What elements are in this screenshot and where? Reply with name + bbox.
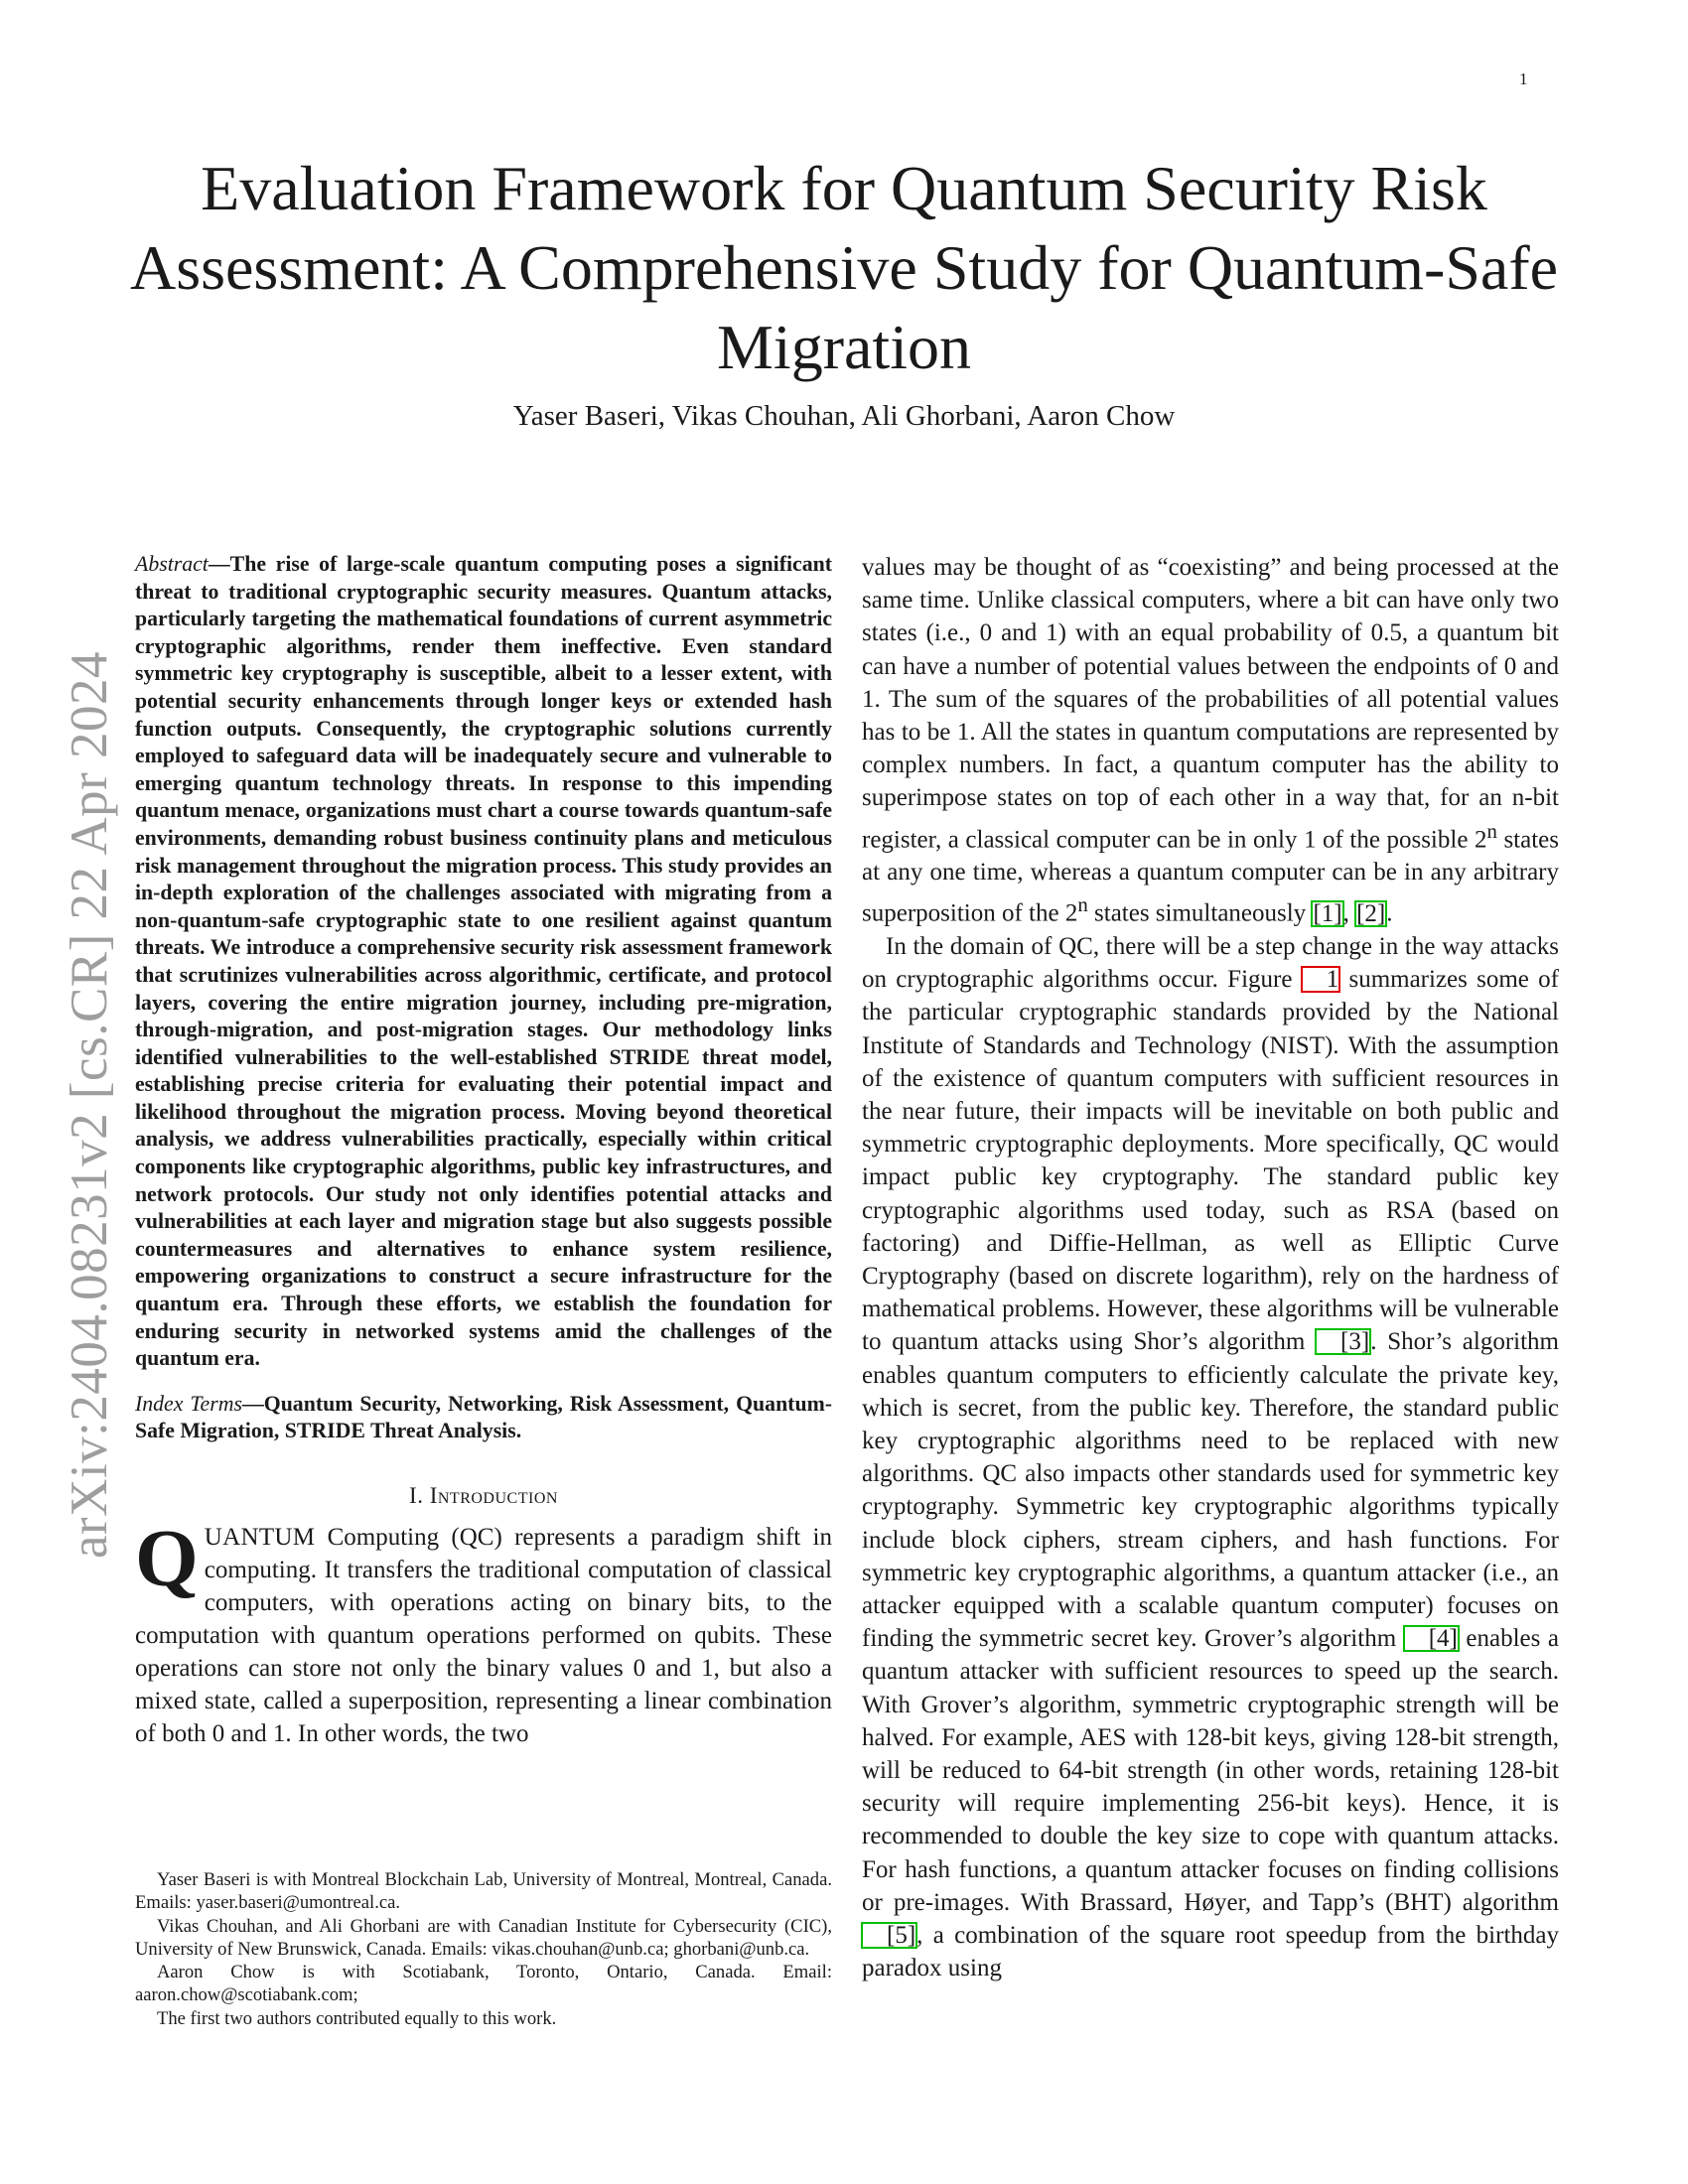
intro-text: Computing (QC) represents a paradigm shift in computing. It transfers the traditional computation of classical computers, with operations acting on binary bits, to the computation with quantum operations performed on qubits. These operations can store not only the binary values 0 and 1, but also a mixed state, called a superposition, representing a linear combination of both 0 and 1. In other words, the two <box>135 1524 832 1747</box>
paper-title: Evaluation Framework for Quantum Security Risk Assessment: A Comprehensive Study for Quantum-Safe Migration <box>129 153 1559 382</box>
section-heading-introduction <box>135 1483 832 1509</box>
text-run: summarizes some of the particular cryptographic standards provided by the National Institute of Standards and Technology (NIST). With the assumption of the existence of quantum computers with sufficient resources in the near future, their impacts will be inevitable on both public and symmetric cryptographic deployments. More specifically, QC would impact public key cryptography. The standard public key cryptographic algorithms used today, such as RSA (based on factoring) and Diffie-Hellman, as well as Elliptic Curve Cryptography (based on discrete logarithm), rely on the hardness of mathematical problems. However, these algorithms will be vulnerable to quantum attacks using Shor’s algorithm <box>862 966 1559 1356</box>
citation-link-4[interactable]: [4] <box>1404 1626 1459 1651</box>
arxiv-identifier-stamp[interactable]: arXiv:2404.08231v2 [cs.CR] 22 Apr 2024 <box>61 650 118 1559</box>
superscript-n: n <box>1077 892 1088 917</box>
abstract-text: The rise of large-scale quantum computing poses a significant threat to traditional cryptographic security measures. Quantum attacks, particularly targeting the mathematical foundations of current asymmetric cryptographic algorithms, render them ineffective. Even standard symmetric key cryptography is susceptible, albeit to a lesser extent, with potential security enhancements through longer keys or extended hash function outputs. Consequently, the cryptographic solutions currently employed to safeguard data will be inadequately secure and vulnerable to emerging quantum technology threats. In response to this impending quantum menace, organizations must chart a course towards quantum-safe environments, demanding robust business continuity plans and meticulous risk management throughout the migration process. This study provides an in-depth exploration of the challenges associated with migrating from a non-quantum-safe cryptographic state to one resilient against quantum threats. We introduce a comprehensive security risk assessment framework that scrutinizes vulnerabilities across algorithmic, certificate, and protocol layers, covering the entire migration journey, including pre-migration, through-migration, and post-migration stages. Our methodology links identified vulnerabilities to the well-established STRIDE threat model, establishing precise criteria for evaluating their potential impact and likelihood throughout the migration process. Moving beyond theoretical analysis, we address vulnerabilities practically, especially within critical components like cryptographic algorithms, public key infrastructures, and network protocols. Our study not only identifies potential attacks and vulnerabilities at each layer and migration stage but also suggests possible countermeasures and alternatives to enhance system resilience, empowering organizations to construct a secure infrastructure for the quantum era. Through these efforts, we establish the foundation for enduring security in networked systems amid the challenges of the quantum era. <box>135 552 832 1371</box>
citation-link-1[interactable]: [1] <box>1313 899 1342 927</box>
index-terms-text: Quantum Security, Networking, Risk Assessment, Quantum-Safe Migration, STRIDE Threat Analysis. <box>135 1391 832 1443</box>
section-number: I. <box>409 1483 424 1508</box>
footnote: Yaser Baseri is with Montreal Blockchain Lab, University of Montreal, Montreal, Canada. Emails: yaser.baseri@umontreal.ca. <box>135 1869 832 1914</box>
drop-cap: Q <box>135 1513 199 1603</box>
footnote: Aaron Chow is with Scotiabank, Toronto, Ontario, Canada. Email: aaron.chow@scotiabank.com; <box>135 1962 832 2006</box>
section-title: Introduction <box>429 1483 558 1508</box>
text-run: states at any one time, whereas a quantum computer can be in any arbitrary superposition of the 2 <box>862 825 1559 927</box>
citation-link-5[interactable]: [5] <box>862 1923 916 1948</box>
text-run: enables a quantum attacker with sufficient resources to speed up the search. With Grover’s algorithm, symmetric cryptographic strength will be halved. For example, AES with 128-bit keys, giving 128-bit strength, will be reduced to 64-bit strength (in other words, retaining 128-bit security will require implementing 256-bit keys). Hence, it is recommended to double the key size to cope with quantum attacks. For hash functions, a quantum attacker focuses on finding collisions or pre-images. With Brassard, Høyer, and Tapp’s (BHT) algorithm <box>862 1625 1559 1916</box>
text-run: In the domain of QC, there will be a step change in the way attacks on cryptographic algorithms occur. Figure <box>862 932 1559 994</box>
abstract-label: Abstract <box>135 552 209 576</box>
body-paragraph <box>862 551 1559 930</box>
text-run: values may be thought of as “coexisting” and being processed at the same time. Unlike classical computers, where a bit can have only two states (i.e., 0 and 1) with an equal probability of 0.5, a quantum bit can have a number of potential values between the endpoints of 0 and 1. The sum of the squares of the probabilities of all potential values has to be 1. All the states in quantum computations are represented by complex numbers. In fact, a quantum computer has the ability to superimpose states on top of each other in a way that, for an n-bit register, a classical computer can be in only 1 of the possible 2 <box>862 554 1559 853</box>
text-run: , <box>1342 899 1356 927</box>
intro-first-word: UANTUM <box>204 1524 316 1551</box>
text-run: . Shor’s algorithm enables quantum computers to efficiently calculate the private key, which is secret, from the public key. Therefore, the standard public key cryptographic algorithms need to be replaced with new algorithms. QC also impacts other standards used for symmetric key cryptography. Symmetric key cryptographic algorithms typically include block ciphers, stream ciphers, and hash functions. For symmetric key cryptographic algorithms, a quantum attacker (i.e., an attacker equipped with a scalable quantum computer) focuses on finding the symmetric secret key. Grover’s algorithm <box>862 1328 1559 1653</box>
left-column <box>135 551 832 1750</box>
footnote: Vikas Chouhan, and Ali Ghorbani are with Canadian Institute for Cybersecurity (CIC), University of New Brunswick, Canada. Emails: vikas.chouhan@unb.ca; ghorbani@unb.ca. <box>135 1915 832 1960</box>
figure-link-1[interactable]: 1 <box>1302 967 1340 992</box>
author-list: Yaser Baseri, Vikas Chouhan, Ali Ghorbani, Aaron Chow <box>512 400 1176 432</box>
index-terms: Index Terms—Quantum Security, Networking, Risk Assessment, Quantum-Safe Migration, STRIDE Threat Analysis. <box>135 1391 832 1443</box>
citation-link-3[interactable]: [3] <box>1316 1329 1370 1354</box>
index-terms-label: Index Terms <box>135 1391 242 1416</box>
text-run: . <box>1386 899 1393 927</box>
text-run: , a combination of the square root speedup from the birthday paradox using <box>862 1921 1559 1982</box>
introduction-paragraph <box>135 1513 832 1750</box>
author-footnotes <box>135 1868 832 2030</box>
superscript-n: n <box>1486 818 1497 843</box>
citation-link-2[interactable]: [2] <box>1356 899 1386 927</box>
text-run: states simultaneously <box>1087 899 1313 927</box>
right-column <box>862 551 1559 1984</box>
footnote: The first two authors contributed equally to this work. <box>157 2007 557 2029</box>
body-paragraph <box>862 930 1559 1985</box>
page-number: 1 <box>1519 69 1528 88</box>
abstract: Abstract—The rise of large-scale quantum computing poses a significant threat to traditional cryptographic security measures. Quantum attacks, particularly targeting the mathematical foundations of current asymmetric cryptographic algorithms, render them ineffective. Even standard symmetric key cryptography is susceptible, albeit to a lesser extent, with potential security enhancements through longer keys or extended hash function outputs. Consequently, the cryptographic solutions currently employed to safeguard data will be inadequately secure and vulnerable to emerging quantum technology threats. In response to this impending quantum menace, organizations must chart a course towards quantum-safe environments, demanding robust business continuity plans and meticulous risk management throughout the migration process. This study provides an in-depth exploration of the challenges associated with migrating from a non-quantum-safe cryptographic state to one resilient against quantum threats. We introduce a comprehensive security risk assessment framework that scrutinizes vulnerabilities across algorithmic, certificate, and protocol layers, covering the entire migration journey, including pre-migration, through-migration, and post-migration stages. Our methodology links identified vulnerabilities to the well-established STRIDE threat model, establishing precise criteria for evaluating their potential impact and likelihood throughout the migration process. Moving beyond theoretical analysis, we address vulnerabilities practically, especially within critical components like cryptographic algorithms, public key infrastructures, and network protocols. Our study not only identifies potential attacks and vulnerabilities at each layer and migration stage but also suggests possible countermeasures and alternatives to enhance system resilience, empowering organizations to construct a secure infrastructure for the quantum era. Through these efforts, we establish the foundation for enduring security in networked systems amid the challenges of the quantum era. <box>135 552 832 1371</box>
